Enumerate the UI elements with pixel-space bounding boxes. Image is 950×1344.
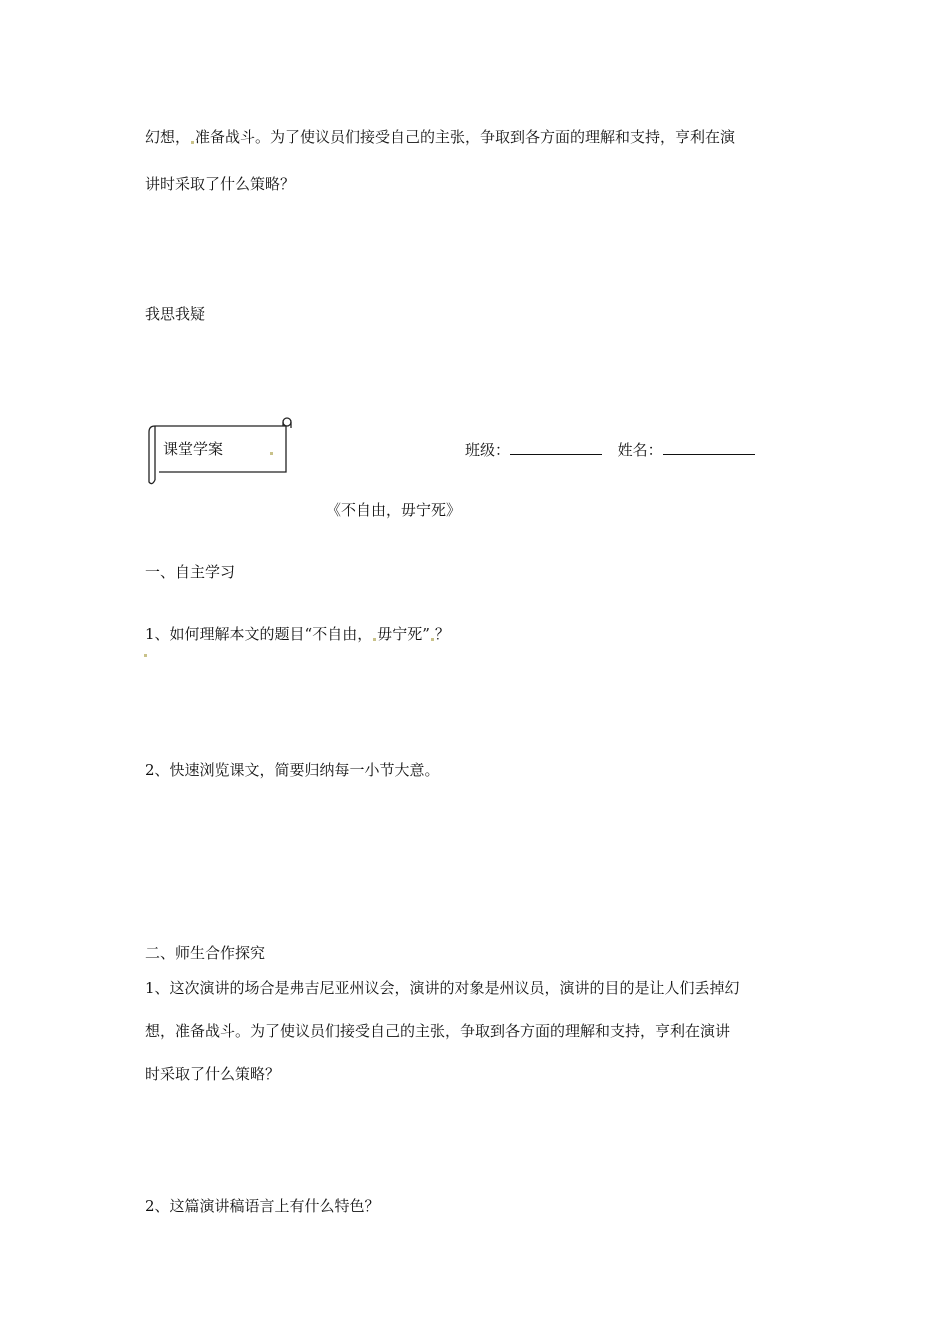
scroll-banner [143, 414, 299, 486]
part2-question-1-line-1: 1、这次演讲的场合是弗吉尼亚州议会，演讲的对象是州议员，演讲的目的是让人们丢掉幻 [145, 979, 740, 997]
top-paragraph-line-1: 幻想， 准备战斗。为了使议员们接受自己的主张，争取到各方面的理解和支持，亨利在演 [145, 128, 736, 146]
part2-question-1-line-3: 时采取了什么策略？ [145, 1065, 281, 1083]
class-label: 班级： [465, 441, 511, 459]
lesson-title: 《不自由，毋宁死》 [326, 501, 462, 519]
section-doubts-heading: 我思我疑 [145, 305, 206, 323]
marker-dot [270, 452, 273, 455]
part2-question-2: 2、这篇演讲稿语言上有什么特色？ [145, 1197, 380, 1215]
top-paragraph-line-2: 讲时采取了什么策略？ [145, 175, 296, 193]
class-input-line[interactable] [510, 440, 602, 455]
part1-heading: 一、自主学习 [145, 563, 236, 581]
class-field[interactable] [465, 440, 755, 460]
marker-dot [144, 654, 147, 657]
banner-label: 课堂学案 [163, 440, 224, 458]
part1-question-1: 1、如何理解本文的题目“不自由， 毋宁死” ？ [145, 625, 450, 643]
marker-dot [431, 638, 434, 641]
part1-question-2: 2、快速浏览课文，简要归纳每一小节大意。 [145, 761, 440, 779]
marker-dot [373, 638, 376, 641]
name-label: 姓名： [617, 441, 663, 459]
name-input-line[interactable] [663, 440, 755, 455]
marker-dot [191, 141, 194, 144]
part2-question-1-line-2: 想，准备战斗。为了使议员们接受自己的主张，争取到各方面的理解和支持，亨利在演讲 [145, 1022, 731, 1040]
part2-heading: 二、师生合作探究 [145, 944, 266, 962]
